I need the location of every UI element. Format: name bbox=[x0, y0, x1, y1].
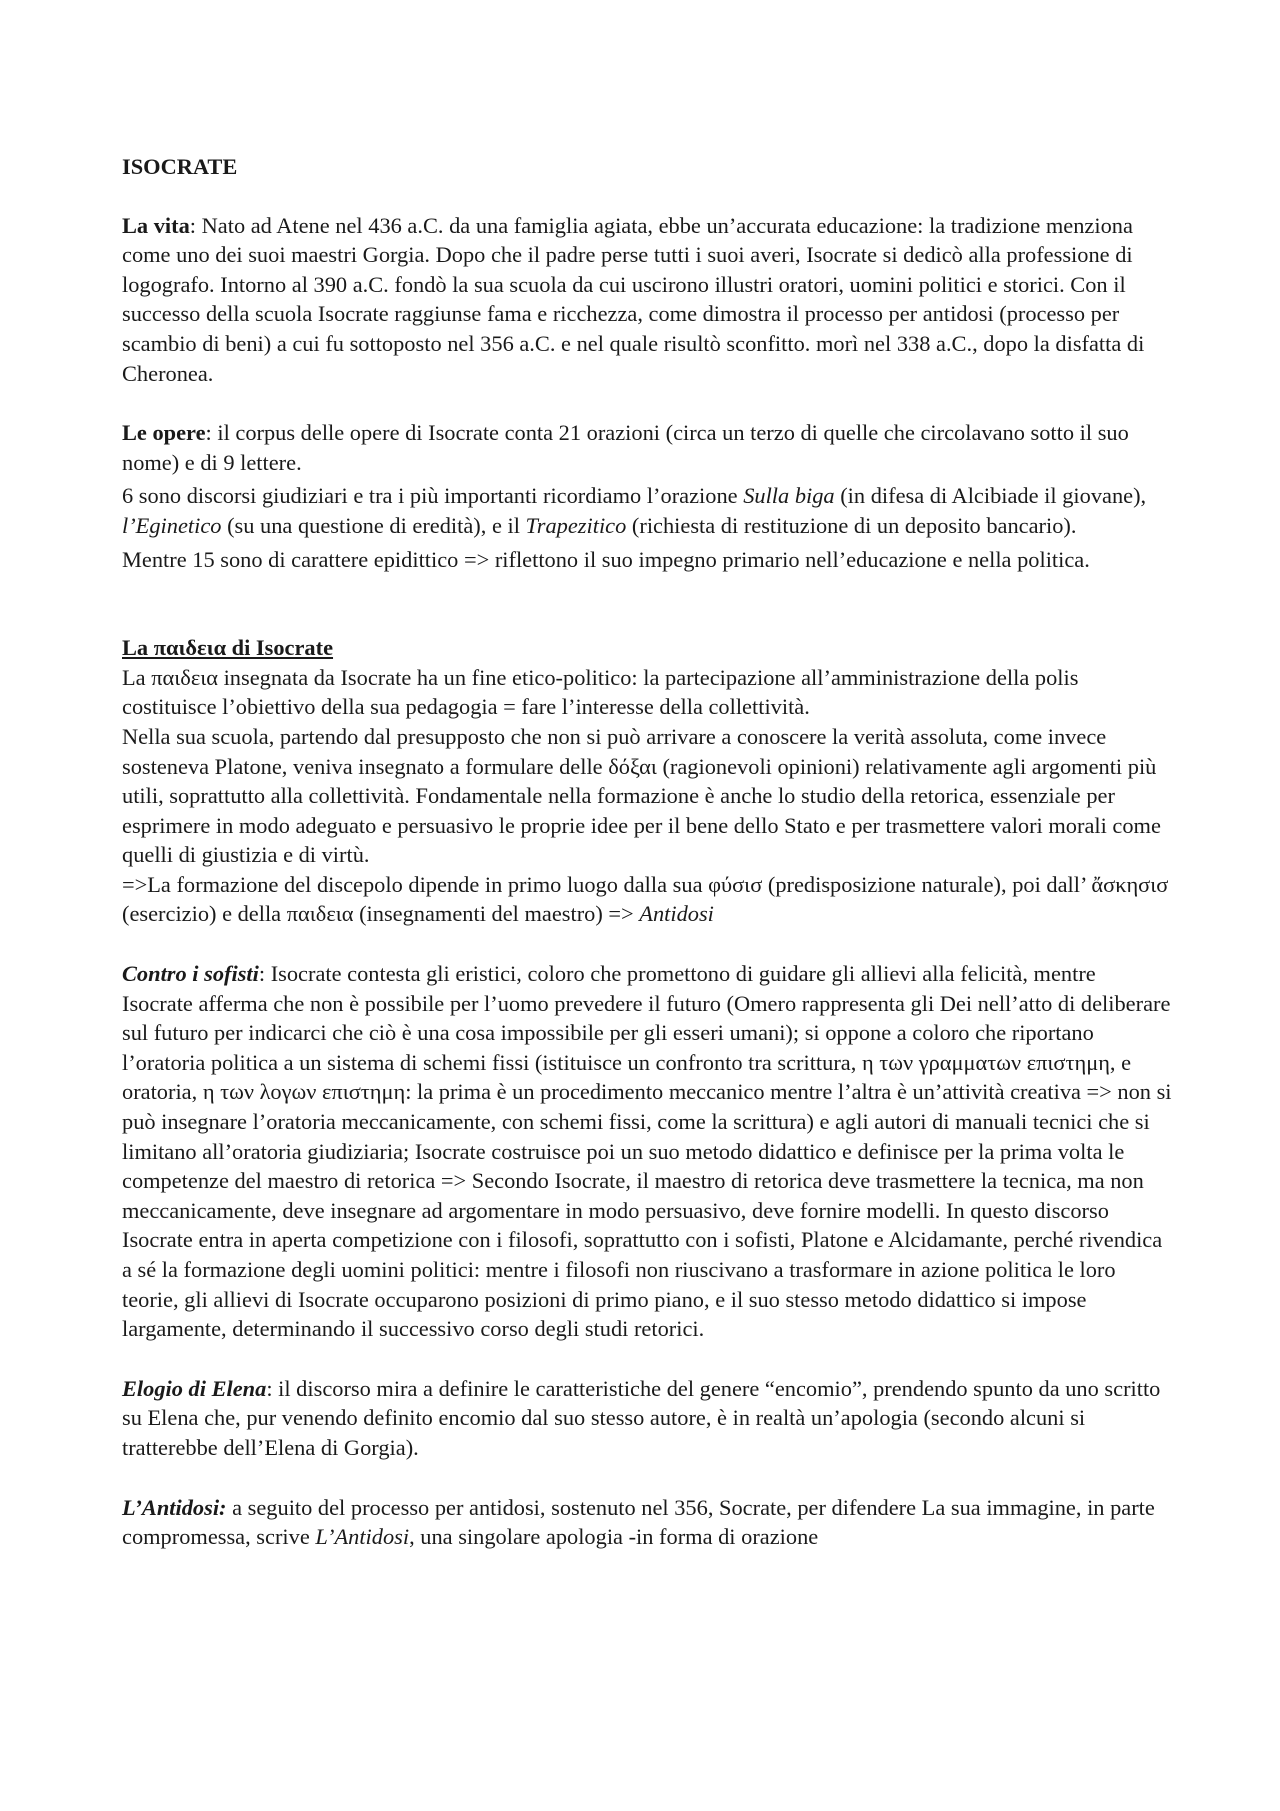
text-elena: : il discorso mira a definire le caratteristiche del genere “encomio”, prendendo spunto da uno scritto su Elena che, pur venendo definito encomio dal suo stesso autore, è in realtà un’apologia (secondo alcuni si tratterebbe dell’Elena di Gorgia). bbox=[122, 1375, 1161, 1460]
paragraph-opere-epidittico: Mentre 15 sono di carattere epidittico => riflettono il suo impegno primario nell’educazione e nella politica. bbox=[122, 546, 1090, 572]
label-sofisti: Contro i sofisti bbox=[122, 961, 259, 987]
work-title-trapezitico: Trapezitico bbox=[525, 512, 627, 538]
label-elena: Elogio di Elena bbox=[122, 1375, 267, 1401]
text-segment: (in difesa di Alcibiade il giovane), bbox=[834, 483, 1147, 509]
work-title-sulla-biga: Sulla biga bbox=[743, 483, 835, 509]
text-opere: : il corpus delle opere di Isocrate conta 21 orazioni (circa un terzo di quelle che circolavano sotto il suo nome) e di 9 lettere. bbox=[122, 420, 1129, 475]
paragraph-opere-giudiziari bbox=[122, 481, 1172, 540]
label-antidosi: L’Antidosi: bbox=[122, 1494, 227, 1520]
paragraph-sofisti bbox=[122, 959, 1172, 1344]
document-page bbox=[122, 152, 1172, 1552]
paragraph-paideia-2: Nella sua scuola, partendo dal presupposto che non si può arrivare a conoscere la verità assoluta, come invece sosteneva Platone, veniva insegnato a formulare delle δόξαι (ragionevoli opinioni) relativamente agli argomenti più utili, soprattutto alla collettività. Fondamentale nella formazione è anche lo studio della retorica, essenziale per esprimere in modo adeguato e persuasivo le proprie idee per il bene dello Stato e per trasmettere valori morali come quelli di giustizia e di virtù. bbox=[122, 723, 1161, 868]
paragraph-paideia-3 bbox=[122, 870, 1172, 929]
paragraph-antidosi bbox=[122, 1493, 1172, 1552]
paragraph-vita bbox=[122, 211, 1172, 389]
text-segment: (su una questione di eredità), e il bbox=[221, 512, 526, 538]
work-title-eginetico: l’Eginetico bbox=[122, 512, 222, 538]
document-title: ISOCRATE bbox=[122, 154, 238, 179]
text-vita: : Nato ad Atene nel 436 a.C. da una famiglia agiata, ebbe un’accurata educazione: la tradizione menziona come uno dei suoi maestri Gorgia. Dopo che il padre perse tutti i suoi averi, Isocrate si dedicò alla professione di logografo. Intorno al 390 a.C. fondò la sua scuola da cui uscirono illustri oratori, uomini politici e storici. Con il successo della scuola Isocrate raggiunse fama e ricchezza, come dimostra il processo per antidosi (processo per scambio di beni) a cui fu sottoposto nel 356 a.C. e nel quale risultò sconfitto. morì nel 338 a.C., dopo la disfatta di Cheronea. bbox=[122, 212, 1145, 386]
label-opere: Le opere bbox=[122, 420, 206, 446]
work-title-antidosi-2: L’Antidosi bbox=[315, 1524, 410, 1550]
paragraph-opere bbox=[122, 418, 1172, 477]
text-segment: 6 sono discorsi giudiziari e tra i più importanti ricordiamo l’orazione bbox=[122, 483, 744, 509]
text-segment: (richiesta di restituzione di un deposito bancario). bbox=[626, 512, 1077, 538]
work-title-antidosi: Antidosi bbox=[639, 901, 714, 927]
text-sofisti: : Isocrate contesta gli eristici, coloro che promettono di guidare gli allievi alla felicità, mentre Isocrate afferma che non è possibile per l’uomo prevedere il futuro (Omero rappresenta gli Dei nell’atto di deliberare sul futuro per indicarci che ciò è una cosa impossibile per gli esseri umani); si oppone a coloro che riportano l’oratoria politica a un sistema di schemi fissi (istituisce un confronto tra scrittura, η των γραμματων επιστημη, e oratoria, η των λογων επιστημη: la prima è un procedimento meccanico mentre l’altra è un’attività creativa => non si può insegnare l’oratoria meccanicamente, con schemi fissi, come la scrittura) e agli autori di manuali tecnici che si limitano all’oratoria giudiziaria; Isocrate costruisce poi un suo metodo didattico e definisce per la prima volta le competenze del maestro di retorica => Secondo Isocrate, il maestro di retorica deve trasmettere la tecnica, ma non meccanicamente, deve insegnare ad argomentare in modo persuasivo, deve fornire modelli. In questo discorso Isocrate entra in aperta competizione con i filosofi, soprattutto con i sofisti, Platone e Alcidamante, perché rivendica a sé la formazione degli uomini politici: mentre i filosofi non riuscivano a trasformare in azione politica le loro teorie, gli allievi di Isocrate occuparono posizioni di primo piano, e il suo stesso metodo didattico si impose largamente, determinando il successivo corso degli studi retorici. bbox=[122, 961, 1172, 1342]
paragraph-paideia-1: La παιδεια insegnata da Isocrate ha un fine etico-politico: la partecipazione all’amministrazione della polis costituisce l’obiettivo della sua pedagogia = fare l’interesse della collettività. bbox=[122, 664, 1079, 720]
text-segment: =>La formazione del discepolo dipende in primo luogo dalla sua φύσισ (predisposizione naturale), poi dall’ ἄσκησισ (esercizio) e della παιδεια (insegnamenti del maestro) => bbox=[122, 871, 1169, 927]
paragraph-elena bbox=[122, 1374, 1172, 1463]
text-segment: a seguito del processo per antidosi, sostenuto nel 356, Socrate, per difendere La sua immagine, in parte compromessa, scrive bbox=[122, 1494, 1155, 1550]
text-segment: , una singolare apologia -in forma di orazione bbox=[409, 1524, 819, 1550]
label-vita: La vita bbox=[122, 212, 190, 238]
heading-paideia: La παιδεια di Isocrate bbox=[122, 635, 334, 661]
